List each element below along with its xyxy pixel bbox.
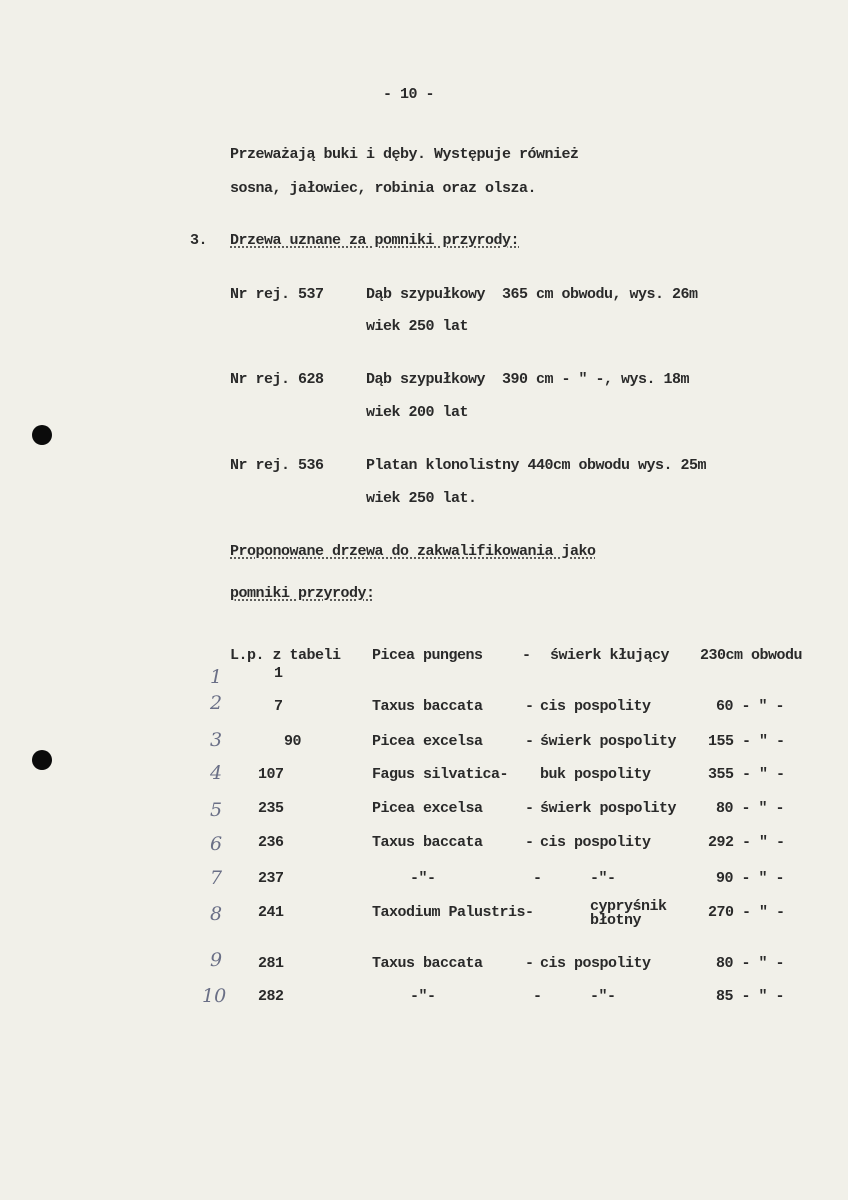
entry-3-desc: Platan klonolistny 440cm obwodu wys. 25m — [366, 457, 707, 474]
row-3-handwritten-lp: 3 — [210, 729, 223, 751]
proposed-heading-line-2: pomniki przyrody: — [230, 585, 375, 602]
punch-hole-top — [32, 425, 52, 445]
row-9-species: Taxus baccata — [372, 955, 483, 972]
row-1-dash: - — [522, 647, 531, 664]
entry-2-reg: Nr rej. 628 — [230, 371, 324, 388]
row-8-dash: - — [525, 904, 534, 921]
row-3-species: Picea excelsa — [372, 733, 483, 750]
row-7-species: -"- — [410, 870, 436, 887]
row-7-table-number: 237 — [258, 870, 284, 887]
row-7-dash: - — [533, 870, 542, 887]
row-6-species: Taxus baccata — [372, 834, 483, 851]
intro-line-2: sosna, jałowiec, robinia oraz olsza. — [230, 180, 537, 197]
row-5-dash: - — [525, 800, 534, 817]
row-6-common-name: cis pospolity — [540, 834, 651, 851]
row-2-common-name: cis pospolity — [540, 698, 651, 715]
entry-2-age: wiek 200 lat — [366, 404, 469, 421]
row-4-common-name: buk pospolity — [540, 766, 651, 783]
section-number: 3. — [190, 232, 208, 249]
row-10-dash: - — [533, 988, 542, 1005]
row-3-table-number: 90 — [284, 733, 302, 750]
entry-2-desc: Dąb szypułkowy 390 cm - " -, wys. 18m — [366, 371, 690, 388]
row-10-species: -"- — [410, 988, 436, 1005]
row-1-species: Picea pungens — [372, 647, 483, 664]
row-3-dash: - — [525, 733, 534, 750]
entry-1-age: wiek 250 lat — [366, 318, 469, 335]
row-4-handwritten-lp: 4 — [210, 762, 223, 784]
row-5-table-number: 235 — [258, 800, 284, 817]
row-9-common-name: cis pospolity — [540, 955, 651, 972]
row-9-value: 80 - " - — [716, 955, 785, 972]
row-2-value: 60 - " - — [716, 698, 785, 715]
row-5-species: Picea excelsa — [372, 800, 483, 817]
row-8-handwritten-lp: 8 — [210, 903, 223, 925]
row-5-handwritten-lp: 5 — [210, 799, 223, 821]
entry-1-desc: Dąb szypułkowy 365 cm obwodu, wys. 26m — [366, 286, 698, 303]
row-1-common-name: świerk kłujący — [550, 647, 670, 664]
row-1-value: 230cm obwodu — [700, 647, 803, 664]
row-3-value: 155 - " - — [708, 733, 785, 750]
row-4-table-number: 107 — [258, 766, 284, 783]
row-2-handwritten-lp: 2 — [210, 692, 223, 714]
row-1-table-number: 1 — [274, 665, 283, 682]
row-8-common-name-line2: błotny — [590, 912, 642, 929]
row-10-value: 85 - " - — [716, 988, 785, 1005]
row-3-common-name: świerk pospolity — [540, 733, 677, 750]
row-4-value: 355 - " - — [708, 766, 785, 783]
row-2-table-number: 7 — [274, 698, 283, 715]
entry-3-age: wiek 250 lat. — [366, 490, 477, 507]
row-7-value: 90 - " - — [716, 870, 785, 887]
row-6-handwritten-lp: 6 — [210, 833, 223, 855]
intro-line-1: Przeważają buki i dęby. Występuje również — [230, 146, 579, 163]
row-10-handwritten-lp: 10 — [202, 985, 227, 1007]
row-9-table-number: 281 — [258, 955, 284, 972]
row-7-handwritten-lp: 7 — [210, 867, 223, 889]
row-2-species: Taxus baccata — [372, 698, 483, 715]
page-number: - 10 - — [383, 86, 435, 103]
row-6-value: 292 - " - — [708, 834, 785, 851]
entry-1-reg: Nr rej. 537 — [230, 286, 324, 303]
row-5-value: 80 - " - — [716, 800, 785, 817]
row-8-value: 270 - " - — [708, 904, 785, 921]
row-6-table-number: 236 — [258, 834, 284, 851]
row-2-dash: - — [525, 698, 534, 715]
section-heading: Drzewa uznane za pomniki przyrody: — [230, 232, 520, 249]
row-5-common-name: świerk pospolity — [540, 800, 677, 817]
row-6-dash: - — [525, 834, 534, 851]
row-10-common-name: -"- — [590, 988, 616, 1005]
row-8-common-name: cypryśnik — [590, 898, 667, 915]
row-10-table-number: 282 — [258, 988, 284, 1005]
entry-3-reg: Nr rej. 536 — [230, 457, 324, 474]
row-4-species: Fagus silvatica- — [372, 766, 509, 783]
row-8-species: Taxodium Palustris — [372, 904, 526, 921]
row-1-handwritten-lp: 1 — [210, 666, 223, 688]
table-header: L.p. z tabeli — [230, 647, 341, 664]
row-9-handwritten-lp: 9 — [210, 949, 223, 971]
punch-hole-bottom — [32, 750, 52, 770]
row-9-dash: - — [525, 955, 534, 972]
proposed-heading-line-1: Proponowane drzewa do zakwalifikowania jako — [230, 543, 596, 560]
row-7-common-name: -"- — [590, 870, 616, 887]
row-8-table-number: 241 — [258, 904, 284, 921]
